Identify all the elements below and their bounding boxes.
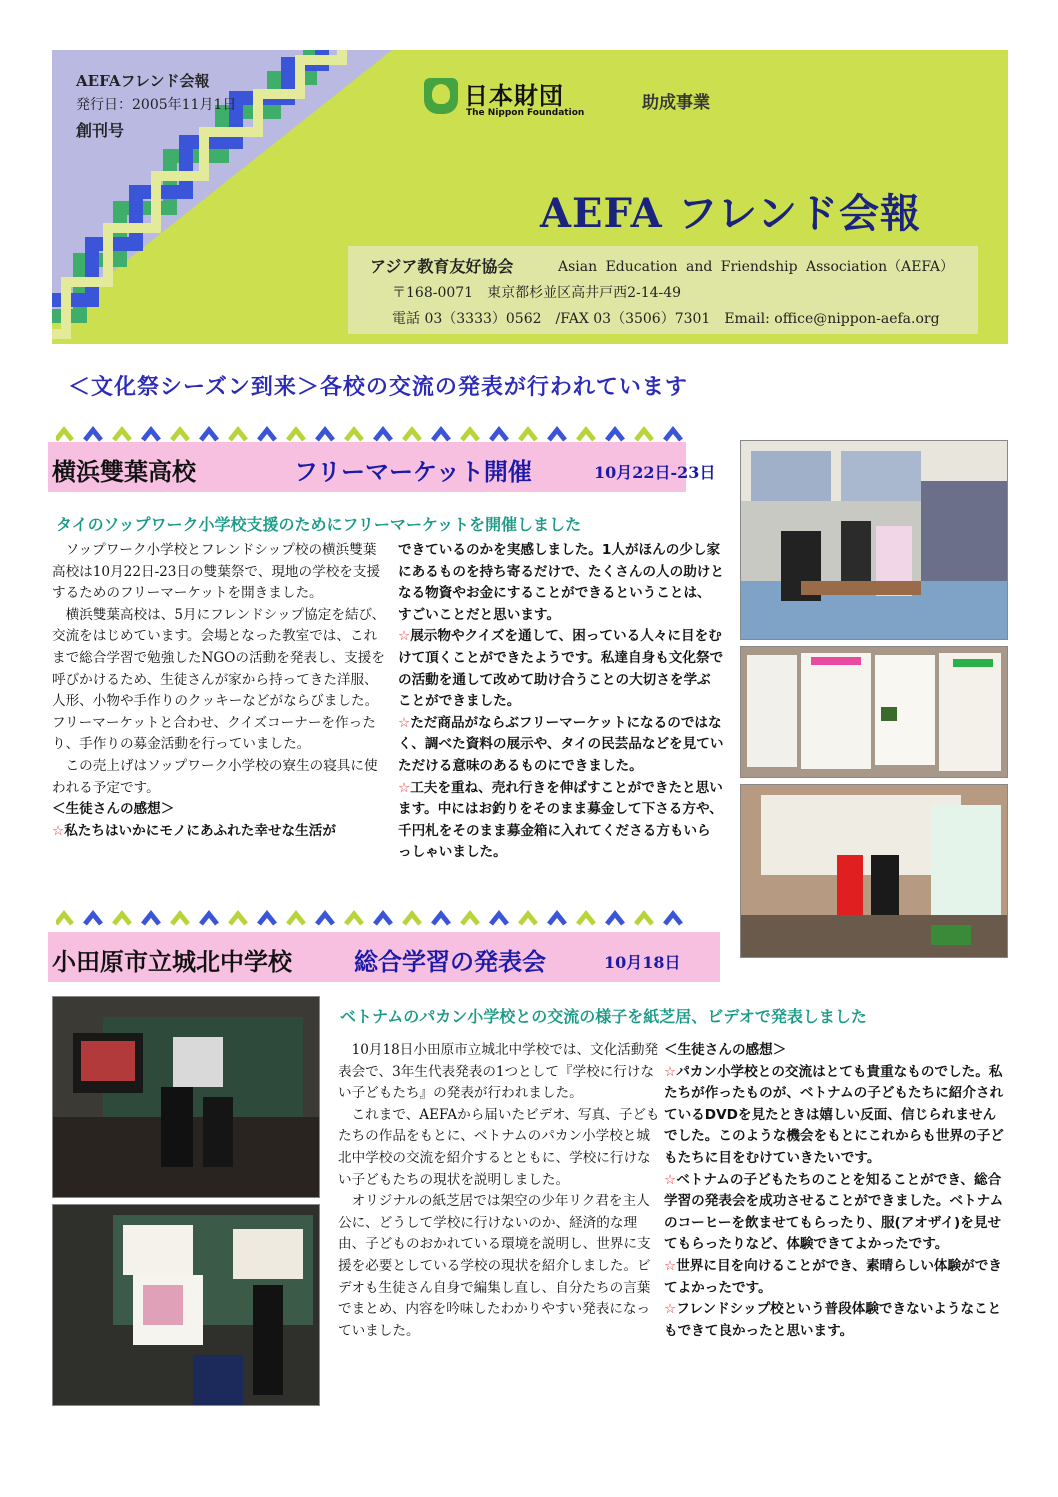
chevron-icon <box>201 914 217 924</box>
photo-students-at-booth <box>740 784 1008 958</box>
chevron-icon <box>578 430 594 440</box>
paragraph: 横浜雙葉高校は、5月にフレンドシップ協定を結び、交流をはじめています。会場となった教室では、これまで総合学習で勉強したNGOの活動を発表し、支援を呼びかけるため、生徒さんが家から持ってきた洋服、人形、小物や手作りのクッキーなどがならびました。フリーマーケットと合わせ、クイズコーナーを作ったり、手作りの募金活動を行っていました。 <box>52 606 386 753</box>
organization-info-box <box>348 246 978 334</box>
page-headline: ＜文化祭シーズン到来＞各校の交流の発表が行われています <box>68 374 688 400</box>
section1-body <box>52 540 388 843</box>
issue-date: 発行日：2005年11月1日 <box>76 97 237 113</box>
chevron-icon <box>636 430 652 440</box>
impressions-heading: ＜生徒さんの感想＞ <box>52 801 175 818</box>
section1-date: 10月22日-23日 <box>594 463 716 482</box>
chevron-icon <box>433 914 449 924</box>
star-icon: ☆ <box>664 1257 677 1274</box>
chevron-icon <box>520 430 536 440</box>
impression-continued: できているのかを実感しました。1人がほんの少し家にあるものを持ち寄るだけで、たくさんの人の助けとなる物資やお金にすることができるということは、すごいことだと思います。 <box>398 542 724 623</box>
chevron-icon <box>56 430 72 440</box>
section1-title-bar <box>48 442 716 492</box>
impression-item: ☆工夫を重ね、売れ行きを伸ばすことができたと思います。中にはお釣りをそのまま募金して下さる方や、千円札をそのまま募金箱に入れてくださる方もいらっしゃいました。 <box>398 779 723 861</box>
org-name-en: Asian Education and Friendship Association（AEFA） <box>558 259 955 275</box>
chevron-icon <box>346 914 362 924</box>
chevron-icon <box>85 430 101 440</box>
section1-event: フリーマーケット開催 <box>294 457 532 486</box>
chevron-icon <box>491 430 507 440</box>
chevron-icon <box>230 914 246 924</box>
chevron-icon <box>143 914 159 924</box>
impression-item: ☆フレンドシップ校という普段体験できないようなこともできて良かったと思います。 <box>664 1301 1002 1339</box>
impression-item: ☆ただ商品がならぶフリーマーケットになるのではなく、調べた資料の展示や、タイの民芸品などを見ていただける意味のあるものにできました。 <box>398 714 724 774</box>
chevron-icon <box>288 430 304 440</box>
star-icon: ☆ <box>398 628 411 645</box>
chevron-icon <box>636 914 652 924</box>
star-icon: ☆ <box>664 1171 677 1188</box>
chevron-icon <box>607 430 623 440</box>
chevron-icon <box>375 430 391 440</box>
newsletter-header <box>52 50 1008 344</box>
paragraph: これまで、AEFAから届いたビデオ、写真、子どもたちの作品をもとに、ベトナムのパカン小学校と城北中学校の交流を紹介するとともに、学校に行けない子どもたちの現状を説明しました。 <box>338 1106 660 1188</box>
issue-number: 創刊号 <box>76 121 125 140</box>
impressions-heading: ＜生徒さんの感想＞ <box>664 1042 787 1058</box>
section1-impressions <box>398 540 724 864</box>
grant-label: 助成事業 <box>642 93 710 113</box>
org-name-jp: アジア教育友好協会 <box>370 257 514 276</box>
section2-school: 小田原市立城北中学校 <box>52 947 292 976</box>
nippon-foundation-mark-icon <box>424 78 458 114</box>
chevron-icon <box>549 914 565 924</box>
paragraph: ソップワーク小学校とフレンドシップ校の横浜雙葉高校は10月22日-23日の雙葉祭で、現地の学校を支援するためのフリーマーケットを開きました。 <box>52 542 381 602</box>
section1-subhead: タイのソップワーク小学校支援のためにフリーマーケットを開催しました <box>56 515 582 534</box>
photo-video-presentation <box>52 996 320 1198</box>
photo-flea-market-classroom <box>740 440 1008 640</box>
chevron-icon <box>665 430 681 440</box>
chevron-icon <box>317 430 333 440</box>
sponsor-name: 日本財団 <box>464 82 564 110</box>
sponsor-name-en: The Nippon Foundation <box>466 108 585 118</box>
chevron-icon <box>143 430 159 440</box>
chevron-icon <box>114 914 130 924</box>
photo-exhibit-posters <box>740 646 1008 778</box>
impression-item: ☆パカン小学校との交流はとても貴重なものでした。私たちが作ったものが、ベトナムの子どもたちに紹介されているDVDを見たときは嬉しい反面、信じられませんでした。このような機会をもとにこれからも世界の子どもたちに目をむけていきたいです。 <box>664 1063 1004 1166</box>
section1-school: 横浜雙葉高校 <box>52 457 196 486</box>
nippon-foundation-logo <box>424 76 634 122</box>
chevron-icon <box>404 430 420 440</box>
org-address: 〒168-0071 東京都杉並区高井戸西2-14-49 <box>392 285 682 301</box>
star-icon: ☆ <box>398 714 411 731</box>
section2-date: 10月18日 <box>604 953 681 972</box>
section2-subhead: ベトナムのパカン小学校との交流の様子を紙芝居、ビデオで発表しました <box>340 1007 867 1026</box>
masthead-title: AEFA フレンド会報 <box>540 190 921 237</box>
chevron-icon <box>607 914 623 924</box>
paragraph: 10月18日小田原市立城北中学校では、文化活動発表会で、3年生代表発表の1つとして『学校に行けない子どもたち』の発表が行われました。 <box>338 1042 659 1102</box>
chevron-icon <box>549 430 565 440</box>
section2-event: 総合学習の発表会 <box>354 947 546 976</box>
chevron-icon <box>288 914 304 924</box>
impression-item: ☆展示物やクイズを通して、困っている人々に目をむけて頂くことができたようです。私達自身も文化祭での活動を通して改めて助け合うことの大切さを学ぶことができました。 <box>398 628 724 710</box>
chevron-icon <box>56 914 72 924</box>
chevron-icon <box>172 914 188 924</box>
chevron-icon <box>578 914 594 924</box>
chevron-icon <box>259 914 275 924</box>
chevron-icon <box>259 430 275 440</box>
star-icon: ☆ <box>664 1063 677 1080</box>
chevron-icon <box>172 430 188 440</box>
chevron-icon <box>404 914 420 924</box>
chevron-icon <box>520 914 536 924</box>
chevron-icon <box>375 914 391 924</box>
chevron-icon <box>462 430 478 440</box>
chevron-icon <box>114 430 130 440</box>
impression-item: ☆ベトナムの子どもたちのことを知ることができ、総合学習の発表会を成功させることができました。ベトナムのコーヒーを飲ませてもらったり、服(アオザイ)を見せてもらったりなど、体験できてよかったです。 <box>664 1171 1004 1253</box>
chevron-icon <box>462 914 478 924</box>
star-icon: ☆ <box>664 1301 677 1318</box>
chevron-icon <box>230 430 246 440</box>
section2-body <box>338 1040 660 1342</box>
star-icon: ☆ <box>398 779 411 796</box>
impression-item: ☆世界に目を向けることができ、素晴らしい体験ができてよかったです。 <box>664 1257 1002 1296</box>
section2-title-bar <box>48 932 720 982</box>
paragraph: オリジナルの紙芝居では架空の少年リク君を主人公に、どうして学校に行けないのか、経済的な理由、子どものおかれている環境を説明し、世界に支援を必要としている学校の現状を紹介しました。ビデオも生徒さん自身で編集し直し、自分たちの言葉でまとめ、内容を吟味したわかりやすい発表になっていました。 <box>338 1193 651 1339</box>
chevron-icon <box>346 430 362 440</box>
chevron-icon <box>433 430 449 440</box>
impression-item <box>398 540 724 626</box>
org-contact: 電話 03（3333）0562 /FAX 03（3506）7301 Email: office@nippon-aefa.org <box>392 311 940 327</box>
chevron-icon <box>201 430 217 440</box>
impression-item: ☆私たちはいかにモノにあふれた幸せな生活が <box>52 822 336 839</box>
section2-impressions <box>664 1040 1004 1342</box>
chevron-icon <box>317 914 333 924</box>
chevron-icon <box>491 914 507 924</box>
star-icon: ☆ <box>52 822 65 839</box>
photo-kamishibai-presentation <box>52 1204 320 1406</box>
chevron-icon <box>665 914 681 924</box>
zigzag-divider <box>56 910 696 926</box>
paragraph: この売上げはソップワーク小学校の寮生の寝具に使われる予定です。 <box>52 757 378 796</box>
issue-brand: AEFAフレンド会報 <box>76 72 210 90</box>
chevron-icon <box>85 914 101 924</box>
zigzag-divider <box>56 426 696 442</box>
